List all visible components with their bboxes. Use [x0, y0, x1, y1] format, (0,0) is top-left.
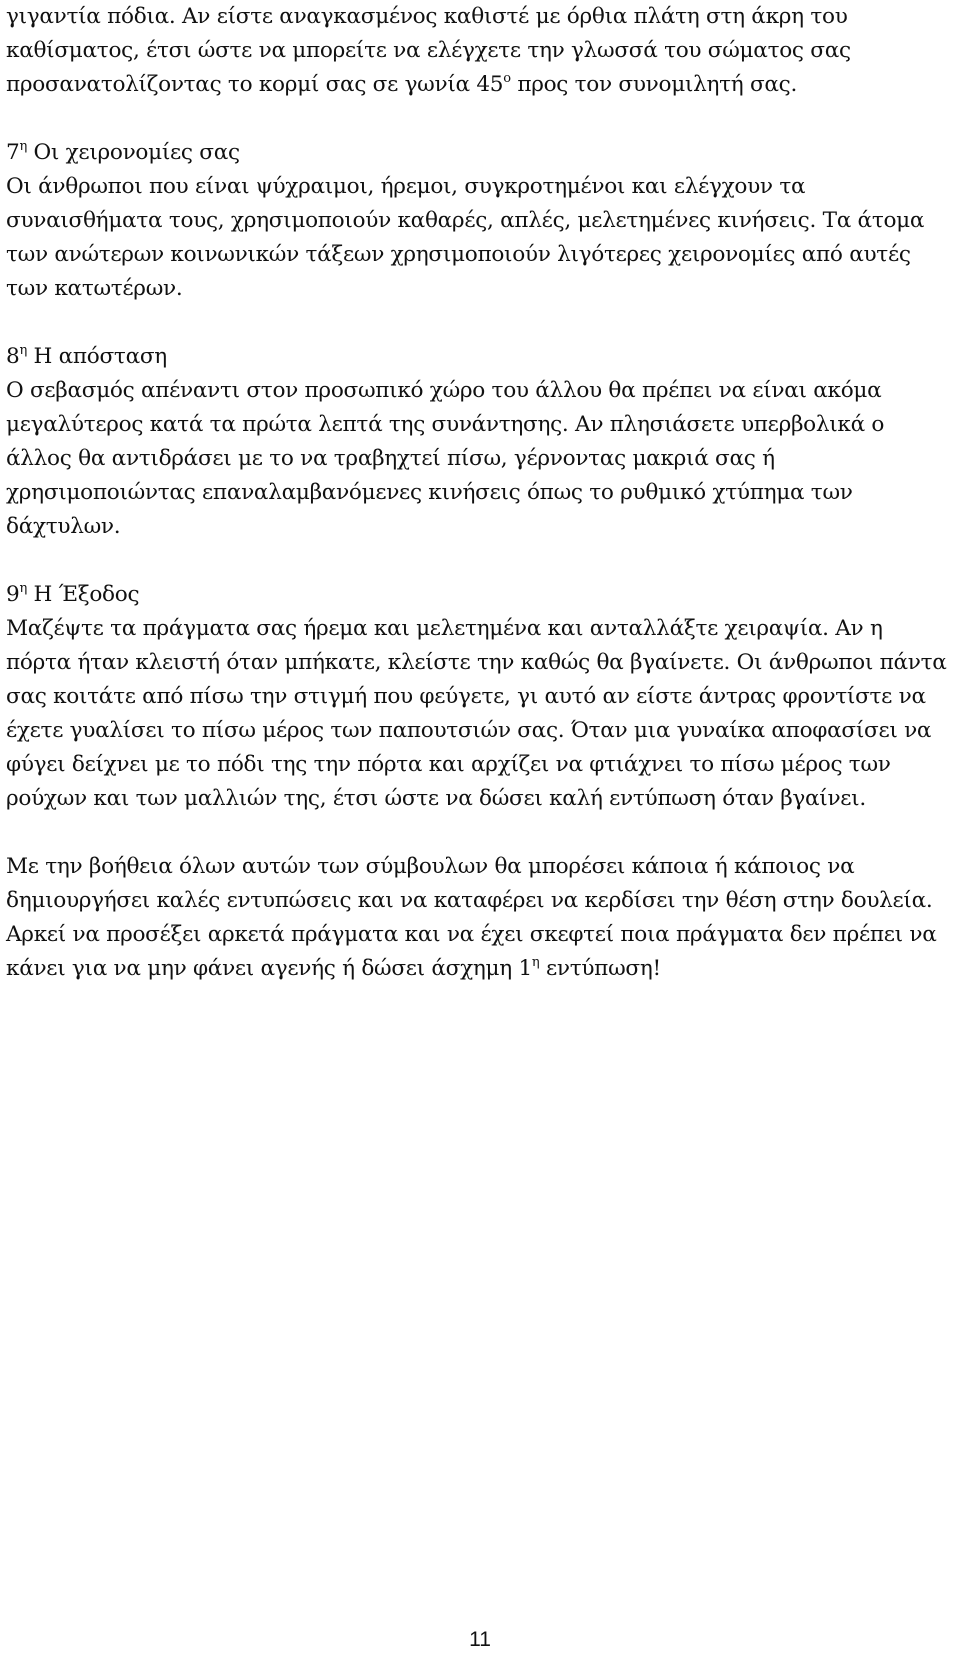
section-8-heading — [6, 340, 954, 374]
spacer — [6, 306, 954, 340]
spacer — [6, 102, 954, 136]
intro-degree-superscript: ο — [503, 71, 511, 86]
conclusion-ordinal-superscript: η — [531, 955, 540, 970]
section-number: 9 — [6, 582, 20, 607]
section-title: Η Έξοδος — [26, 582, 140, 607]
conclusion-text-after: εντύπωση! — [539, 956, 661, 981]
section-9-heading — [6, 578, 954, 612]
section-title: Οι χειρονομίες σας — [26, 140, 240, 165]
section-ordinal-superscript: η — [19, 343, 27, 358]
section-7-heading — [6, 136, 954, 170]
section-8-body: Ο σεβασμός απέναντι στον προσωπικό χώρο του άλλου θα πρέπει να είναι ακόμα μεγαλύτερος κατά τα πρώτα λεπτά της συνάντησης. Αν πλησιάσετε υπερβολικά ο άλλος θα αντιδράσει με το να τραβηχτεί πίσω, γέρνοντας μακριά σας ή χρησιμοποιώντας επαναλαμβανόμενες κινήσεις όπως το ρυθμικό χτύπημα των δάχτυλων. — [6, 378, 885, 539]
section-number: 7 — [6, 140, 20, 165]
section-number: 8 — [6, 344, 20, 369]
spacer — [6, 544, 954, 578]
conclusion-text-before: Με την βοήθεια όλων αυτών των σύμβουλων θα μπορέσει κάποια ή κάποιος να δημιουργήσει καλές εντυπώσεις και να καταφέρει να κερδίσει την θέση στην δουλεία. Αρκεί να προσέξει αρκετά πράγματα και να έχει σκεφτεί ποια πράγματα δεν πρέπει να κάνει για να μην φάνει αγενής ή δώσει άσχημη 1 — [6, 854, 937, 981]
section-ordinal-superscript: η — [19, 139, 27, 154]
section-ordinal-superscript: η — [19, 581, 27, 596]
conclusion-paragraph — [6, 850, 954, 986]
section-9-body: Μαζέψτε τα πράγματα σας ήρεμα και μελετημένα και ανταλλάξτε χειραψία. Αν η πόρτα ήταν κλειστή όταν μπήκατε, κλείστε την καθώς θα βγαίνετε. Οι άνθρωποι πάντα σας κοιτάτε από πίσω την στιγμή που φεύγετε, γι αυτό αν είστε άντρας φροντίστε να έχετε γυαλίσει το πίσω μέρος των παπουτσιών σας. Όταν μια γυναίκα αποφασίσει να φύγει δείχνει με το πόδι της την πόρτα και αρχίζει να φτιάχνει το πίσω μέρος των ρούχων και των μαλλιών της, έτσι ώστε να δώσει καλή εντύπωση όταν βγαίνει. — [6, 616, 947, 811]
intro-text-after: προς τον συνομιλητή σας. — [510, 72, 798, 97]
section-title: Η απόσταση — [26, 344, 167, 369]
intro-text-before: γιγαντία πόδια. Αν είστε αναγκασμένος καθιστέ με όρθια πλάτη στη άκρη του καθίσματος, έτσι ώστε να μπορείτε να ελέγχετε την γλωσσά του σώματος σας προσανατολίζοντας το κορμί σας σε γωνία 45 — [6, 4, 851, 97]
section-7-body: Οι άνθρωποι που είναι ψύχραιμοι, ήρεμοι, συγκροτημένοι και ελέγχουν τα συναισθήματα τους, χρησιμοποιούν καθαρές, απλές, μελετημένες κινήσεις. Τα άτομα των ανώτερων κοινωνικών τάξεων χρησιμοποιούν λιγότερες χειρονομίες από αυτές των κατωτέρων. — [6, 174, 925, 301]
intro-paragraph — [6, 0, 954, 102]
page-content — [6, 0, 954, 986]
page-number: 11 — [469, 1628, 491, 1651]
spacer — [6, 816, 954, 850]
